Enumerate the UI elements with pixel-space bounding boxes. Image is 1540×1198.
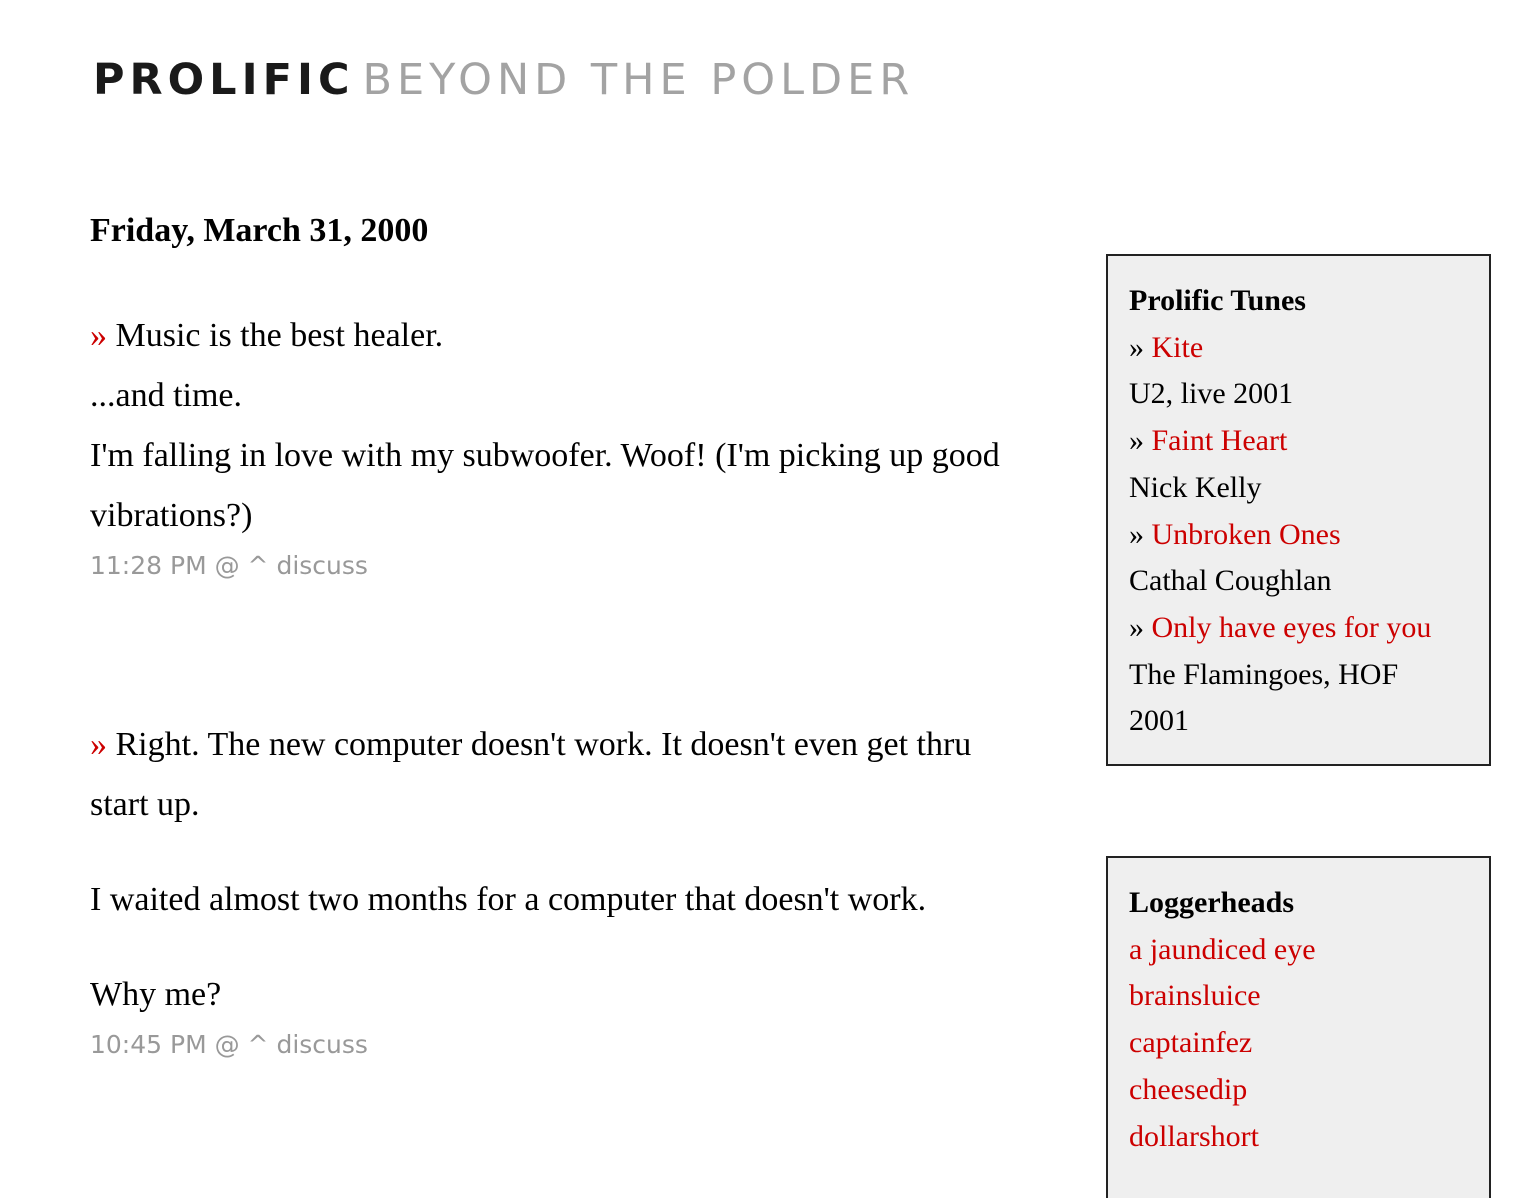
tune-bullet: »	[1129, 424, 1144, 458]
box-title: Prolific Tunes	[1129, 284, 1306, 317]
tune-song	[1129, 418, 1479, 465]
entry-line	[90, 715, 1030, 835]
entry-bullet: »	[90, 726, 107, 763]
entry-text: Right. The new computer doesn't work. It doesn't even get thru start up.	[90, 726, 972, 823]
entry-line	[90, 306, 1010, 366]
loggerheads-box	[1106, 856, 1491, 1198]
tune-link[interactable]: Kite	[1151, 330, 1204, 364]
tune-link[interactable]: Only have eyes for you	[1151, 610, 1432, 644]
tune-bullet: »	[1129, 610, 1144, 644]
tune-artist: Cathal Coughlan	[1129, 564, 1332, 598]
site-logo[interactable]	[93, 54, 914, 106]
tune-bullet: »	[1129, 330, 1144, 364]
entry-meta	[90, 1025, 1030, 1065]
entry-at: @	[214, 1030, 240, 1059]
entry-time: 11:28 PM	[90, 551, 207, 580]
discuss-link[interactable]: discuss	[276, 551, 368, 580]
entry-line: Why me?	[90, 976, 222, 1013]
entry-at: @	[214, 551, 240, 580]
tune-bullet: »	[1129, 517, 1144, 551]
blog-entry	[90, 715, 1030, 1065]
tune-artist: U2, live 2001	[1129, 377, 1294, 411]
loggerhead-link[interactable]: a jaundiced eye	[1129, 932, 1316, 966]
entry-line: I'm falling in love with my subwoofer. Woof! (I'm picking up good vibrations?)	[90, 437, 1000, 534]
entry-bullet: »	[90, 317, 107, 354]
entry-line: ...and time.	[90, 377, 243, 414]
tune-song	[1129, 325, 1479, 372]
entry-time: 10:45 PM	[90, 1030, 207, 1059]
permalink-caret[interactable]: ^	[247, 1030, 269, 1059]
loggerhead-link[interactable]: brainsluice	[1129, 979, 1261, 1013]
permalink-caret[interactable]: ^	[247, 551, 269, 580]
blog-entry	[90, 306, 1010, 586]
tune-artist: The Flamingoes, HOF 2001	[1129, 657, 1399, 738]
tune-artist: Nick Kelly	[1129, 470, 1262, 504]
loggerhead-link[interactable]: dollarshort	[1129, 1119, 1259, 1153]
tune-link[interactable]: Faint Heart	[1151, 424, 1288, 458]
loggerhead-link[interactable]: cheesedip	[1129, 1072, 1248, 1106]
prolific-tunes-box	[1106, 254, 1491, 766]
site-title-light: BEYOND THE POLDER	[362, 55, 915, 105]
box-title: Loggerheads	[1129, 886, 1294, 919]
tune-link[interactable]: Unbroken Ones	[1151, 517, 1341, 551]
loggerhead-link[interactable]: captainfez	[1129, 1026, 1253, 1060]
date-header: Friday, March 31, 2000	[90, 212, 429, 249]
tune-song	[1129, 512, 1479, 559]
entry-text: Music is the best healer.	[115, 317, 444, 354]
entry-line: I waited almost two months for a computer that doesn't work.	[90, 881, 927, 918]
discuss-link[interactable]: discuss	[276, 1030, 368, 1059]
tune-song	[1129, 605, 1479, 652]
entry-meta	[90, 546, 1010, 586]
site-title-strong: PROLIFIC	[93, 55, 355, 105]
